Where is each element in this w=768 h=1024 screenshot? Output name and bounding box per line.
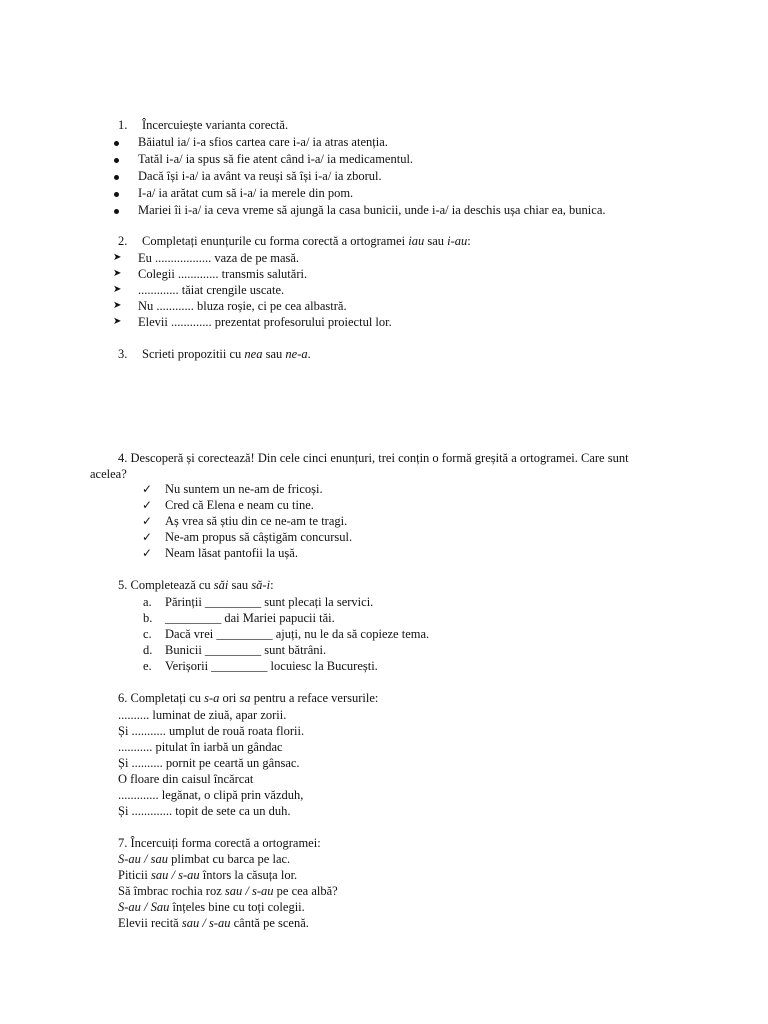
ex7-item-text: întors la căsuța lor. xyxy=(199,868,298,882)
ex6-title-text: 6. Completați cu xyxy=(118,691,205,705)
ex7-item-text: Piticii xyxy=(118,868,151,882)
arrow-bullet-icon: ➤ xyxy=(113,300,122,311)
ex3-heading xyxy=(118,346,311,362)
ex6-heading xyxy=(118,690,378,706)
arrow-bullet-icon: ➤ xyxy=(113,252,122,263)
ex7-item xyxy=(118,883,338,899)
bullet-icon xyxy=(114,134,119,150)
ex1-heading xyxy=(118,117,288,133)
ex6-verse: ........... pitulat în iarbă un gândac xyxy=(118,740,283,754)
ex2-number: 2. xyxy=(118,234,128,248)
ex5-item: Părinții _________ sunt plecați la servici. xyxy=(165,595,374,609)
ex7-item-text: înțeles bine cu toți colegii. xyxy=(169,900,305,914)
arrow-bullet-icon: ➤ xyxy=(113,284,122,295)
ex5-title-word: săi xyxy=(213,578,229,592)
ex6-title-text: ori xyxy=(219,691,240,705)
ex5-title-text: 5. Completează cu xyxy=(118,578,214,592)
ex7-item xyxy=(118,915,309,931)
ex6-verse: Și ............. topit de sete ca un duh. xyxy=(118,804,291,818)
ex6-verse: O floare din caisul încărcat xyxy=(118,772,254,786)
ex7-item-text: cântă pe scenă. xyxy=(230,916,309,930)
ex1-item: Băiatul ia/ i-a sfios cartea care i-a/ ia atras atenția. xyxy=(138,135,388,149)
ex5-item-letter: c. xyxy=(143,627,152,641)
ex6-title-text: pentru a reface versurile: xyxy=(250,691,379,705)
checkmark-icon: ✓ xyxy=(142,546,153,560)
checkmark-icon: ✓ xyxy=(142,530,153,544)
ex3-title-word: nea xyxy=(244,347,263,361)
ex6-verse: Și .......... pornit pe ceartă un gânsac. xyxy=(118,756,300,770)
ex2-item: Colegii ............. transmis salutări. xyxy=(138,267,308,281)
ex3-title-text: . xyxy=(307,347,311,361)
ex7-item-text: Să îmbrac rochia roz xyxy=(118,884,225,898)
ex2-title-word: i-au xyxy=(447,234,468,248)
ex7-item-text: Elevii recită xyxy=(118,916,182,930)
ex1-title: Încercuiește varianta corectă. xyxy=(142,118,289,132)
ex7-heading: 7. Încercuiți forma corectă a ortogramei: xyxy=(118,836,321,850)
ex4-item: Aș vrea să știu din ce ne-am te tragi. xyxy=(165,514,348,528)
ex2-item: Elevii ............. prezentat profesorului proiectul lor. xyxy=(138,315,392,329)
ex2-title-text: Completați enunțurile cu forma corectă a ortogramei xyxy=(142,234,409,248)
ex5-heading xyxy=(118,577,274,593)
ex4-item: Neam lăsat pantofii la ușă. xyxy=(165,546,298,560)
ex5-item-letter: d. xyxy=(143,643,153,657)
ex3-title-text: Scrieti propozitii cu xyxy=(142,347,245,361)
ex1-item: I-a/ ia arătat cum să i-a/ ia merele din pom. xyxy=(138,186,354,200)
ex1-item: Tatăl i-a/ ia spus să fie atent când i-a/ ia medicamentul. xyxy=(138,152,414,166)
bullet-icon xyxy=(114,168,119,184)
ex7-item-option: sau / s-au xyxy=(151,868,200,882)
ex5-item-letter: b. xyxy=(143,611,153,625)
ex7-item-option: S-au / Sau xyxy=(118,900,170,914)
arrow-bullet-icon: ➤ xyxy=(113,316,122,327)
ex1-number: 1. xyxy=(118,118,128,132)
bullet-icon xyxy=(114,151,119,167)
ex7-item xyxy=(118,899,305,915)
ex3-title-text: sau xyxy=(262,347,286,361)
ex5-title-text: sau xyxy=(228,578,252,592)
ex4-item: Cred că Elena e neam cu tine. xyxy=(165,498,314,512)
ex5-title-text: : xyxy=(270,578,274,592)
ex4-heading: 4. Descoperă și corectează! Din cele cinci enunțuri, trei conțin o formă greșită a ortogramei. Care sunt xyxy=(118,451,629,465)
ex7-item-text: pe cea albă? xyxy=(273,884,338,898)
ex5-item-letter: a. xyxy=(143,595,152,609)
ex4-item: Ne-am propus să câștigăm concursul. xyxy=(165,530,353,544)
ex2-heading xyxy=(118,233,471,249)
ex5-item: Verișorii _________ locuiesc la București. xyxy=(165,659,378,673)
bullet-icon xyxy=(114,202,119,218)
ex2-item: ............. tăiat crengile uscate. xyxy=(138,283,285,297)
ex7-item xyxy=(118,851,290,867)
ex2-title-word: iau xyxy=(408,234,425,248)
ex3-number: 3. xyxy=(118,347,128,361)
ex6-title-word: s-a xyxy=(204,691,220,705)
checkmark-icon: ✓ xyxy=(142,514,153,528)
ex5-item-letter: e. xyxy=(143,659,152,673)
ex7-item-option: sau / s-au xyxy=(181,916,231,930)
ex5-item: Dacă vrei _________ ajuți, nu le da să copieze tema. xyxy=(165,627,430,641)
ex5-title-word: să-i xyxy=(251,578,271,592)
ex1-item: Mariei îi i-a/ ia ceva vreme să ajungă la casa bunicii, unde i-a/ ia deschis ușa chiar ea, bunica. xyxy=(138,203,606,217)
ex4-heading-cont: acelea? xyxy=(90,467,127,481)
ex6-verse: Și ........... umplut de rouă roata florii. xyxy=(118,724,305,738)
ex1-item: Dacă își i-a/ ia avânt va reuși să își i-a/ ia zborul. xyxy=(138,169,382,183)
ex2-item: Nu ............ bluza roșie, ci pe cea albastră. xyxy=(138,299,347,313)
ex7-item-text: plimbat cu barca pe lac. xyxy=(168,852,291,866)
ex2-title-text: : xyxy=(467,234,471,248)
ex6-title-word: sa xyxy=(239,691,251,705)
ex4-item: Nu suntem un ne-am de fricoși. xyxy=(165,482,323,496)
bullet-icon xyxy=(114,185,119,201)
ex2-title-text: sau xyxy=(424,234,448,248)
ex7-item-option: S-au / sau xyxy=(118,852,168,866)
ex2-item: Eu .................. vaza de pe masă. xyxy=(138,251,300,265)
ex6-verse: .......... luminat de ziuă, apar zorii. xyxy=(118,708,287,722)
checkmark-icon: ✓ xyxy=(142,482,153,496)
ex5-item: Bunicii _________ sunt bătrâni. xyxy=(165,643,327,657)
ex6-verse: ............. legănat, o clipă prin văzduh, xyxy=(118,788,304,802)
checkmark-icon: ✓ xyxy=(142,498,153,512)
ex7-item xyxy=(118,867,297,883)
ex7-item-option: sau / s-au xyxy=(224,884,274,898)
arrow-bullet-icon: ➤ xyxy=(113,268,122,279)
ex3-title-word: ne-a xyxy=(285,347,308,361)
ex5-item: _________ dai Mariei papucii tăi. xyxy=(165,611,335,625)
